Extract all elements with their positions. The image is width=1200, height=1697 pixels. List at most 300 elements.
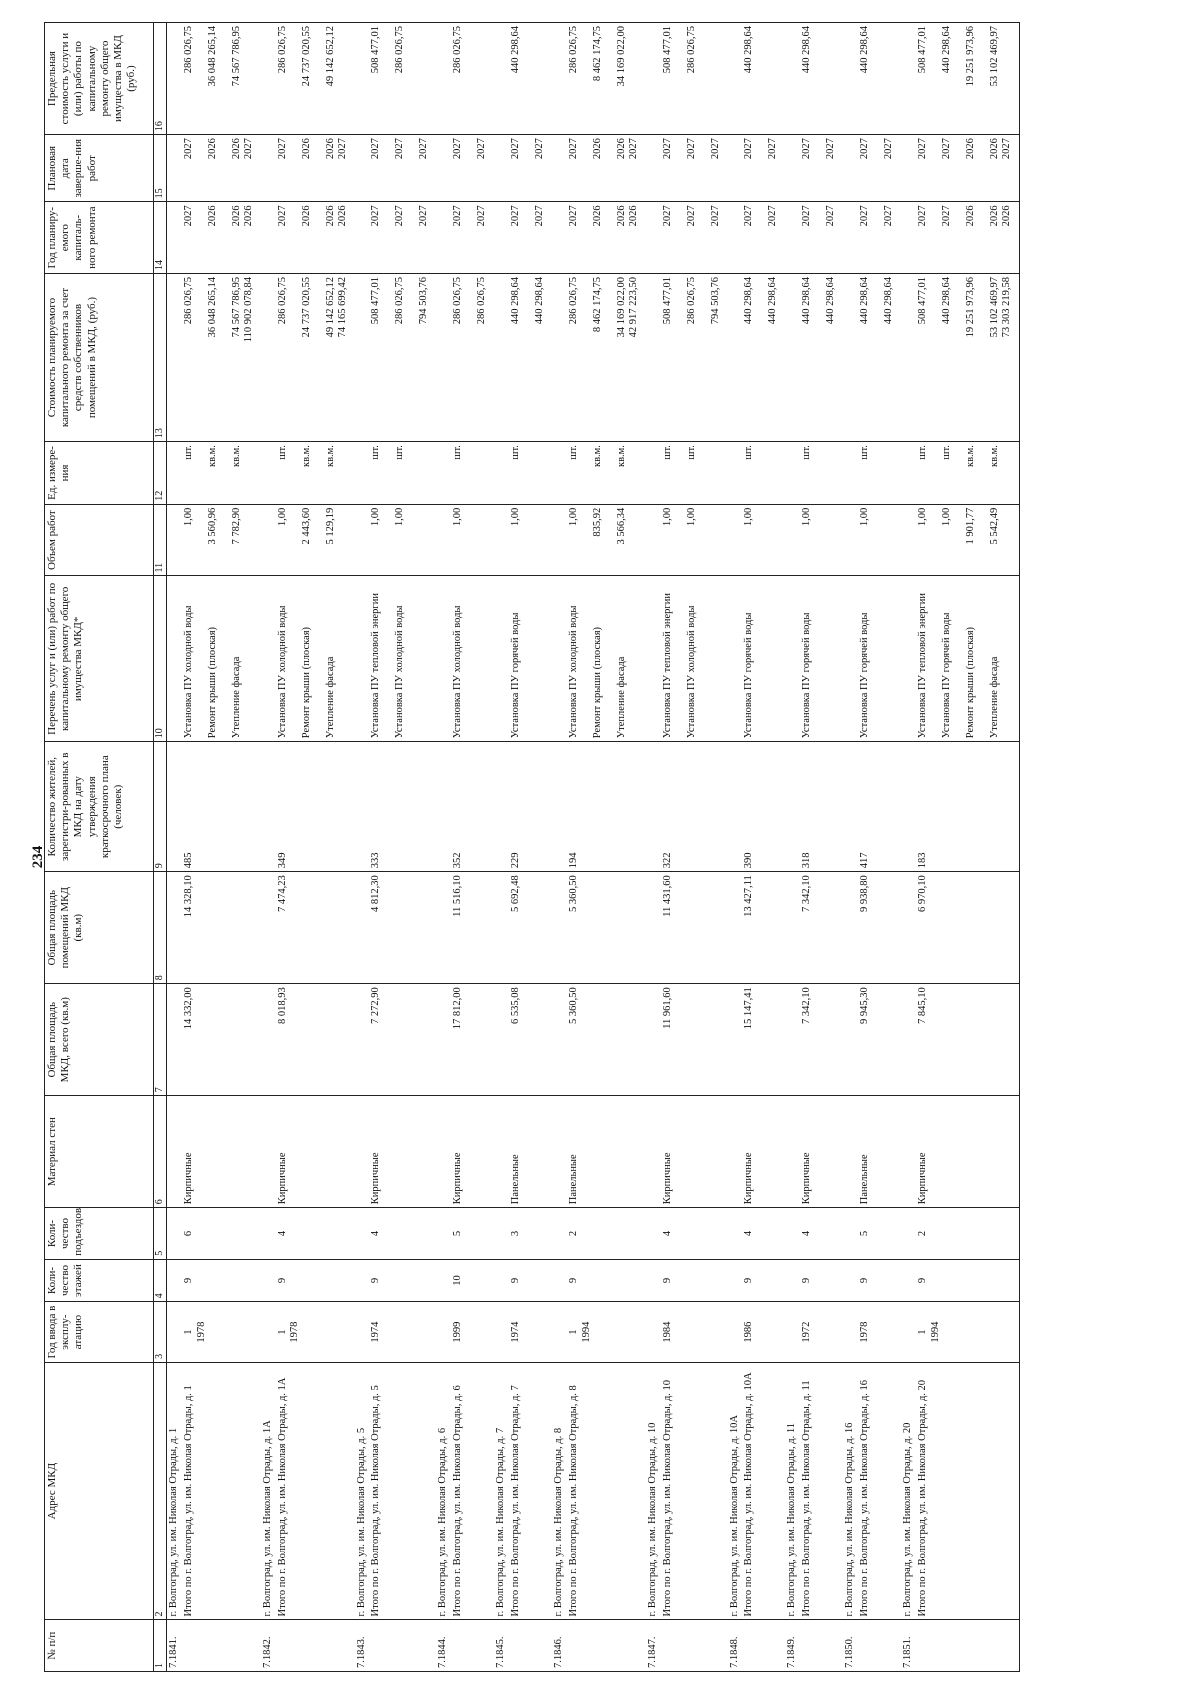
entrances-cell: 4 [742, 1208, 785, 1260]
end-date-cell [509, 135, 552, 202]
area-total-cell: 11 961,60 [661, 984, 728, 1096]
volume-cell-line: 3 560,96 [206, 507, 218, 545]
empty-cell [646, 135, 661, 202]
empty-cell [728, 504, 743, 576]
empty-cell [261, 742, 276, 872]
empty-cell [355, 274, 370, 442]
empty-cell [552, 274, 567, 442]
unit-cell-line: кв.м. [206, 445, 218, 468]
unit-cell-line: шт. [276, 445, 288, 460]
empty-cell [901, 872, 916, 984]
column-number: 11 [154, 504, 167, 576]
column-number: 14 [154, 202, 167, 274]
cost-cell [661, 274, 728, 442]
volume-cell [742, 504, 785, 576]
end-date-cell [661, 135, 728, 202]
unit-cell-line: кв.м. [300, 445, 312, 468]
repair-year-cell-line: 2026 [230, 205, 242, 227]
cost-cell-line: 440 298,64 [509, 277, 521, 325]
empty-cell [436, 135, 451, 202]
cost-cell-line: 508 477,01 [370, 277, 382, 325]
cost-cell-line: 440 298,64 [940, 277, 952, 325]
empty-cell [843, 135, 858, 202]
empty-cell [785, 202, 800, 274]
empty-cell [167, 872, 182, 984]
volume-cell-line: 5 542,49 [988, 507, 1000, 545]
empty-cell [261, 576, 276, 742]
unit-cell-line: шт. [916, 445, 928, 460]
walls-cell: Кирпичные [742, 1096, 785, 1208]
volume-cell-line: 1,00 [509, 507, 521, 527]
end-date-cell-total: 2027 [1000, 138, 1012, 160]
empty-cell [785, 1302, 800, 1362]
limit-cost-cell [276, 23, 355, 135]
cost-cell [858, 274, 901, 442]
area-rooms-cell: 6 970,10 [916, 872, 1020, 984]
work-name-cell [451, 576, 494, 742]
walls-cell: Кирпичные [451, 1096, 494, 1208]
table-row [901, 23, 916, 1672]
repair-year-cell [369, 202, 436, 274]
end-date-cell-total: 2027 [476, 138, 488, 160]
end-date-cell-line: 2027 [182, 138, 194, 160]
area-total-cell: 17 812,00 [451, 984, 494, 1096]
unit-cell-line: шт. [858, 445, 870, 460]
work-name-cell-line: Утепление фасада [615, 656, 627, 739]
total-label-cell: Итого по г. Волгоград, ул. им. Николая Отрады, д. 1 [182, 1362, 261, 1620]
end-date-cell-total: 2027 [336, 138, 348, 160]
limit-cost-cell-line: 286 026,75 [685, 26, 697, 74]
area-total-cell: 8 018,93 [276, 984, 355, 1096]
empty-cell [742, 1620, 785, 1672]
end-date-cell-line: 2026 [230, 138, 242, 160]
cost-cell-total: 286 026,75 [476, 277, 488, 325]
empty-cell [785, 1208, 800, 1260]
row-number: 7.1843. [355, 1620, 370, 1672]
total-label-cell: Итого по г. Волгоград, ул. им. Николая Отрады, д. 5 [369, 1362, 436, 1620]
empty-cell [843, 274, 858, 442]
limit-cost-cell-line: 8 462 174,75 [591, 26, 603, 82]
empty-cell [436, 1096, 451, 1208]
commission-year: 1972 [801, 1321, 813, 1343]
unit-cell-line: шт. [801, 445, 813, 460]
cost-cell-total: 440 298,64 [533, 277, 545, 325]
end-date-cell [916, 135, 1020, 202]
empty-cell [436, 872, 451, 984]
repair-year-cell-total: 2027 [418, 205, 430, 227]
volume-cell-line: 1 901,77 [964, 507, 976, 545]
empty-cell [436, 202, 451, 274]
repair-year-cell [858, 202, 901, 274]
limit-cost-cell-line: 19 251 973,96 [964, 26, 976, 87]
table-row [800, 23, 843, 1672]
cost-cell-total: 42 917 223,50 [627, 277, 639, 338]
area-total-cell: 14 332,00 [182, 984, 261, 1096]
empty-cell [901, 576, 916, 742]
volume-cell-line: 5 129,19 [324, 507, 336, 545]
empty-cell [646, 1302, 661, 1362]
repair-year-cell-line: 2026 [988, 205, 1000, 227]
empty-cell [494, 872, 509, 984]
column-header: Адрес МКД [45, 1362, 154, 1620]
end-date-cell-total: 2027 [709, 138, 721, 160]
empty-cell [901, 274, 916, 442]
volume-cell-line: 835,92 [591, 507, 603, 537]
cost-cell-total: 74 165 699,42 [336, 277, 348, 338]
volume-cell-line: 1,00 [394, 507, 406, 527]
year-cell [800, 1302, 843, 1362]
empty-cell [901, 23, 916, 135]
table-row [261, 23, 276, 1672]
commission-year: 1994 [929, 1321, 941, 1343]
empty-cell [901, 135, 916, 202]
empty-cell [552, 202, 567, 274]
work-name-cell [276, 576, 355, 742]
row-number: 7.1842. [261, 1620, 276, 1672]
empty-cell [494, 1096, 509, 1208]
empty-cell [728, 1208, 743, 1260]
empty-cell [494, 23, 509, 135]
volume-cell-line: 1,00 [858, 507, 870, 527]
repair-year-cell-line: 2027 [452, 205, 464, 227]
residents-cell: 352 [451, 742, 494, 872]
column-header: Стоимость планируемого капитального ремонта за счет средств собственников помещений в МКД, (руб.) [45, 274, 154, 442]
empty-cell [167, 1208, 182, 1260]
work-name-cell-line: Установка ПУ горячей воды [509, 612, 521, 739]
year-cell [742, 1302, 785, 1362]
walls-cell: Кирпичные [182, 1096, 261, 1208]
empty-cell [552, 576, 567, 742]
year-cell [858, 1302, 901, 1362]
cost-cell [567, 274, 646, 442]
total-label-cell: Итого по г. Волгоград, ул. им. Николая Отрады, д. 8 [567, 1362, 646, 1620]
repair-year-cell [800, 202, 843, 274]
address-cell: г. Волгоград, ул. им. Николая Отрады, д. 20 [901, 1362, 916, 1620]
empty-cell [646, 742, 661, 872]
volume-cell-line: 2 443,60 [300, 507, 312, 545]
entrances-cell: 2 [567, 1208, 646, 1260]
repair-year-cell [451, 202, 494, 274]
work-name-cell [182, 576, 261, 742]
cost-cell-total: 110 902 078,84 [242, 277, 254, 343]
total-label-cell: Итого по г. Волгоград, ул. им. Николая Отрады, д. 16 [858, 1362, 901, 1620]
entrances-cell: 3 [509, 1208, 552, 1260]
limit-cost-cell [800, 23, 843, 135]
table-row [436, 23, 451, 1672]
volume-cell-line: 1,00 [801, 507, 813, 527]
column-number: 8 [154, 872, 167, 984]
table-row [182, 23, 261, 1672]
empty-cell [261, 23, 276, 135]
empty-cell [728, 23, 743, 135]
unit-cell [742, 442, 785, 505]
work-name-cell-line: Утепление фасада [988, 656, 1000, 739]
empty-cell [800, 1620, 843, 1672]
unit-cell [800, 442, 843, 505]
empty-cell [436, 274, 451, 442]
table-row [728, 23, 743, 1672]
cost-cell [276, 274, 355, 442]
row-number: 7.1844. [436, 1620, 451, 1672]
repair-year-cell [742, 202, 785, 274]
cost-cell-line: 440 298,64 [801, 277, 813, 325]
cost-cell-line: 286 026,75 [567, 277, 579, 325]
column-header: Объем работ [45, 504, 154, 576]
empty-cell [167, 135, 182, 202]
unit-cell-line: кв.м. [964, 445, 976, 468]
column-header: Плановая дата заверше-ния работ [45, 135, 154, 202]
empty-cell [355, 1259, 370, 1302]
empty-cell [901, 1208, 916, 1260]
empty-cell [646, 1096, 661, 1208]
table-row [661, 23, 728, 1672]
work-name-cell [509, 576, 552, 742]
commission-year: 1994 [580, 1321, 592, 1343]
unit-cell [661, 442, 728, 505]
area-rooms-cell: 13 427,11 [742, 872, 785, 984]
total-label-cell: Итого по г. Волгоград, ул. им. Николая Отрады, д. 7 [509, 1362, 552, 1620]
row-number: 7.1851. [901, 1620, 916, 1672]
limit-cost-cell-line: 36 048 265,14 [206, 26, 218, 87]
total-label-cell: Итого по г. Волгоград, ул. им. Николая Отрады, д. 10 [661, 1362, 728, 1620]
empty-cell [661, 1620, 728, 1672]
empty-cell [355, 742, 370, 872]
repair-year-cell-total: 2026 [242, 205, 254, 227]
work-name-cell-line: Утепление фасада [324, 656, 336, 739]
empty-cell [728, 1302, 743, 1362]
empty-cell [843, 984, 858, 1096]
empty-cell [182, 1620, 261, 1672]
empty-cell [552, 1096, 567, 1208]
end-date-cell-line: 2027 [743, 138, 755, 160]
empty-cell [785, 872, 800, 984]
repair-year-cell-line: 2026 [300, 205, 312, 227]
empty-cell [494, 202, 509, 274]
empty-cell [436, 742, 451, 872]
empty-cell [785, 135, 800, 202]
end-date-cell-total: 2027 [882, 138, 894, 160]
empty-cell [843, 504, 858, 576]
area-total-cell: 7 845,10 [916, 984, 1020, 1096]
unit-cell-line: шт. [452, 445, 464, 460]
work-name-cell-line: Установка ПУ тепловой энергии [916, 593, 928, 739]
repair-year-cell-total: 2026 [336, 205, 348, 227]
column-number: 5 [154, 1208, 167, 1260]
end-date-cell-line: 2027 [452, 138, 464, 160]
empty-cell [167, 742, 182, 872]
work-name-cell-line: Установка ПУ горячей воды [858, 612, 870, 739]
year-cell [916, 1302, 1020, 1362]
end-date-cell [858, 135, 901, 202]
area-rooms-cell: 5 360,50 [567, 872, 646, 984]
repair-plan-table [44, 22, 1020, 1672]
address-cell: г. Волгоград, ул. им. Николая Отрады, д. 8 [552, 1362, 567, 1620]
empty-cell [785, 442, 800, 505]
work-name-cell [858, 576, 901, 742]
empty-cell [901, 442, 916, 505]
empty-cell [646, 1208, 661, 1260]
empty-cell [843, 202, 858, 274]
table-row [785, 23, 800, 1672]
cost-cell [451, 274, 494, 442]
entrances-cell: 4 [800, 1208, 843, 1260]
repair-year-cell [182, 202, 261, 274]
end-date-cell-total: 2027 [825, 138, 837, 160]
entrances-cell: 6 [182, 1208, 261, 1260]
empty-cell [167, 1259, 182, 1302]
repair-year-cell-line: 2027 [940, 205, 952, 227]
empty-cell [167, 504, 182, 576]
empty-cell [494, 135, 509, 202]
limit-cost-cell-line: 508 477,01 [916, 26, 928, 74]
empty-cell [167, 202, 182, 274]
table-row [276, 23, 355, 1672]
limit-cost-cell [858, 23, 901, 135]
empty-cell [843, 1096, 858, 1208]
empty-cell [785, 1096, 800, 1208]
total-label-cell: Итого по г. Волгоград, ул. им. Николая Отрады, д. 10А [742, 1362, 785, 1620]
limit-cost-cell [509, 23, 552, 135]
empty-cell [785, 984, 800, 1096]
empty-cell [261, 872, 276, 984]
work-name-cell-line: Установка ПУ горячей воды [940, 612, 952, 739]
walls-cell: Панельные [567, 1096, 646, 1208]
column-header: Год ввода в эксплу-атацию [45, 1302, 154, 1362]
empty-cell [646, 872, 661, 984]
volume-cell [182, 504, 261, 576]
empty-cell [785, 742, 800, 872]
empty-cell [901, 742, 916, 872]
group-number: 1 [916, 1329, 928, 1335]
end-date-cell-line: 2027 [394, 138, 406, 160]
unit-cell-line: кв.м. [615, 445, 627, 468]
empty-cell [494, 504, 509, 576]
empty-cell [261, 202, 276, 274]
repair-year-cell-total: 2027 [882, 205, 894, 227]
address-cell: г. Волгоград, ул. им. Николая Отрады, д. 10 [646, 1362, 661, 1620]
empty-cell [901, 1302, 916, 1362]
column-header: Предельная стоимость услуги и (или) работы по капитальному ремонту общего имущества в МКД (руб.) [45, 23, 154, 135]
repair-year-cell-line: 2026 [615, 205, 627, 227]
unit-cell-line: кв.м. [591, 445, 603, 468]
end-date-cell [800, 135, 843, 202]
floors-cell: 9 [742, 1259, 785, 1302]
unit-cell [858, 442, 901, 505]
empty-cell [436, 576, 451, 742]
cost-cell-total: 440 298,64 [767, 277, 779, 325]
unit-cell-line: кв.м. [324, 445, 336, 468]
column-header: Количество жителей, зарегистри-рованных в МКД на дату утверждения краткосрочного плана (человек) [45, 742, 154, 872]
work-name-cell [742, 576, 785, 742]
cost-cell-line: 508 477,01 [661, 277, 673, 325]
empty-cell [261, 135, 276, 202]
unit-cell [182, 442, 261, 505]
volume-cell [800, 504, 843, 576]
empty-cell [369, 1620, 436, 1672]
column-header: Коли-чество подъездов [45, 1208, 154, 1260]
empty-cell [567, 1620, 646, 1672]
end-date-cell-line: 2026 [324, 138, 336, 160]
address-cell: г. Волгоград, ул. им. Николая Отрады, д. 11 [785, 1362, 800, 1620]
work-name-cell-line: Установка ПУ холодной воды [182, 605, 194, 739]
row-number: 7.1849. [785, 1620, 800, 1672]
year-cell [451, 1302, 494, 1362]
empty-cell [843, 442, 858, 505]
empty-cell [355, 504, 370, 576]
empty-cell [728, 1096, 743, 1208]
header-row [45, 23, 154, 1672]
end-date-cell [182, 135, 261, 202]
column-number: 9 [154, 742, 167, 872]
unit-cell-line: шт. [394, 445, 406, 460]
empty-cell [167, 442, 182, 505]
unit-cell [567, 442, 646, 505]
empty-cell [785, 274, 800, 442]
commission-year: 1974 [509, 1321, 521, 1343]
residents-cell: 183 [916, 742, 1020, 872]
empty-cell [167, 1302, 182, 1362]
empty-cell [901, 984, 916, 1096]
work-name-cell [369, 576, 436, 742]
cost-cell-line: 286 026,75 [276, 277, 288, 325]
area-total-cell: 7 272,90 [369, 984, 436, 1096]
empty-cell [552, 1208, 567, 1260]
end-date-cell-line: 2027 [801, 138, 813, 160]
commission-year: 1986 [743, 1321, 755, 1343]
area-rooms-cell: 4 812,30 [369, 872, 436, 984]
unit-cell-line: шт. [370, 445, 382, 460]
work-name-cell-line: Установка ПУ тепловой энергии [370, 593, 382, 739]
unit-cell [369, 442, 436, 505]
volume-cell-line: 1,00 [567, 507, 579, 527]
column-header: Год планиру-емого капиталь-ного ремонта [45, 202, 154, 274]
column-number: 2 [154, 1362, 167, 1620]
area-rooms-cell: 11 431,60 [661, 872, 728, 984]
volume-cell [661, 504, 728, 576]
limit-cost-cell [661, 23, 728, 135]
end-date-cell-total: 2027 [767, 138, 779, 160]
area-rooms-cell: 14 328,10 [182, 872, 261, 984]
work-name-cell-line: Установка ПУ холодной воды [685, 605, 697, 739]
work-name-cell-line: Ремонт крыши (плоская) [206, 626, 218, 739]
repair-year-cell-line: 2027 [685, 205, 697, 227]
unit-cell-line: шт. [940, 445, 952, 460]
work-name-cell-line: Ремонт крыши (плоская) [591, 626, 603, 739]
repair-year-cell-line: 2027 [661, 205, 673, 227]
entrances-cell: 5 [451, 1208, 494, 1260]
address-cell: г. Волгоград, ул. им. Николая Отрады, д. 5 [355, 1362, 370, 1620]
unit-cell [276, 442, 355, 505]
walls-cell: Панельные [509, 1096, 552, 1208]
work-name-cell [916, 576, 1020, 742]
unit-cell-line: шт. [661, 445, 673, 460]
empty-cell [901, 504, 916, 576]
limit-cost-cell [567, 23, 646, 135]
empty-cell [552, 135, 567, 202]
limit-cost-cell [182, 23, 261, 135]
area-rooms-cell: 11 516,10 [451, 872, 494, 984]
work-name-cell [567, 576, 646, 742]
repair-year-cell-line: 2026 [964, 205, 976, 227]
commission-year: 1974 [370, 1321, 382, 1343]
empty-cell [552, 504, 567, 576]
volume-cell [858, 504, 901, 576]
empty-cell [451, 1620, 494, 1672]
floors-cell: 9 [567, 1259, 646, 1302]
table-row [646, 23, 661, 1672]
volume-cell [369, 504, 436, 576]
row-number: 7.1841. [167, 1620, 182, 1672]
